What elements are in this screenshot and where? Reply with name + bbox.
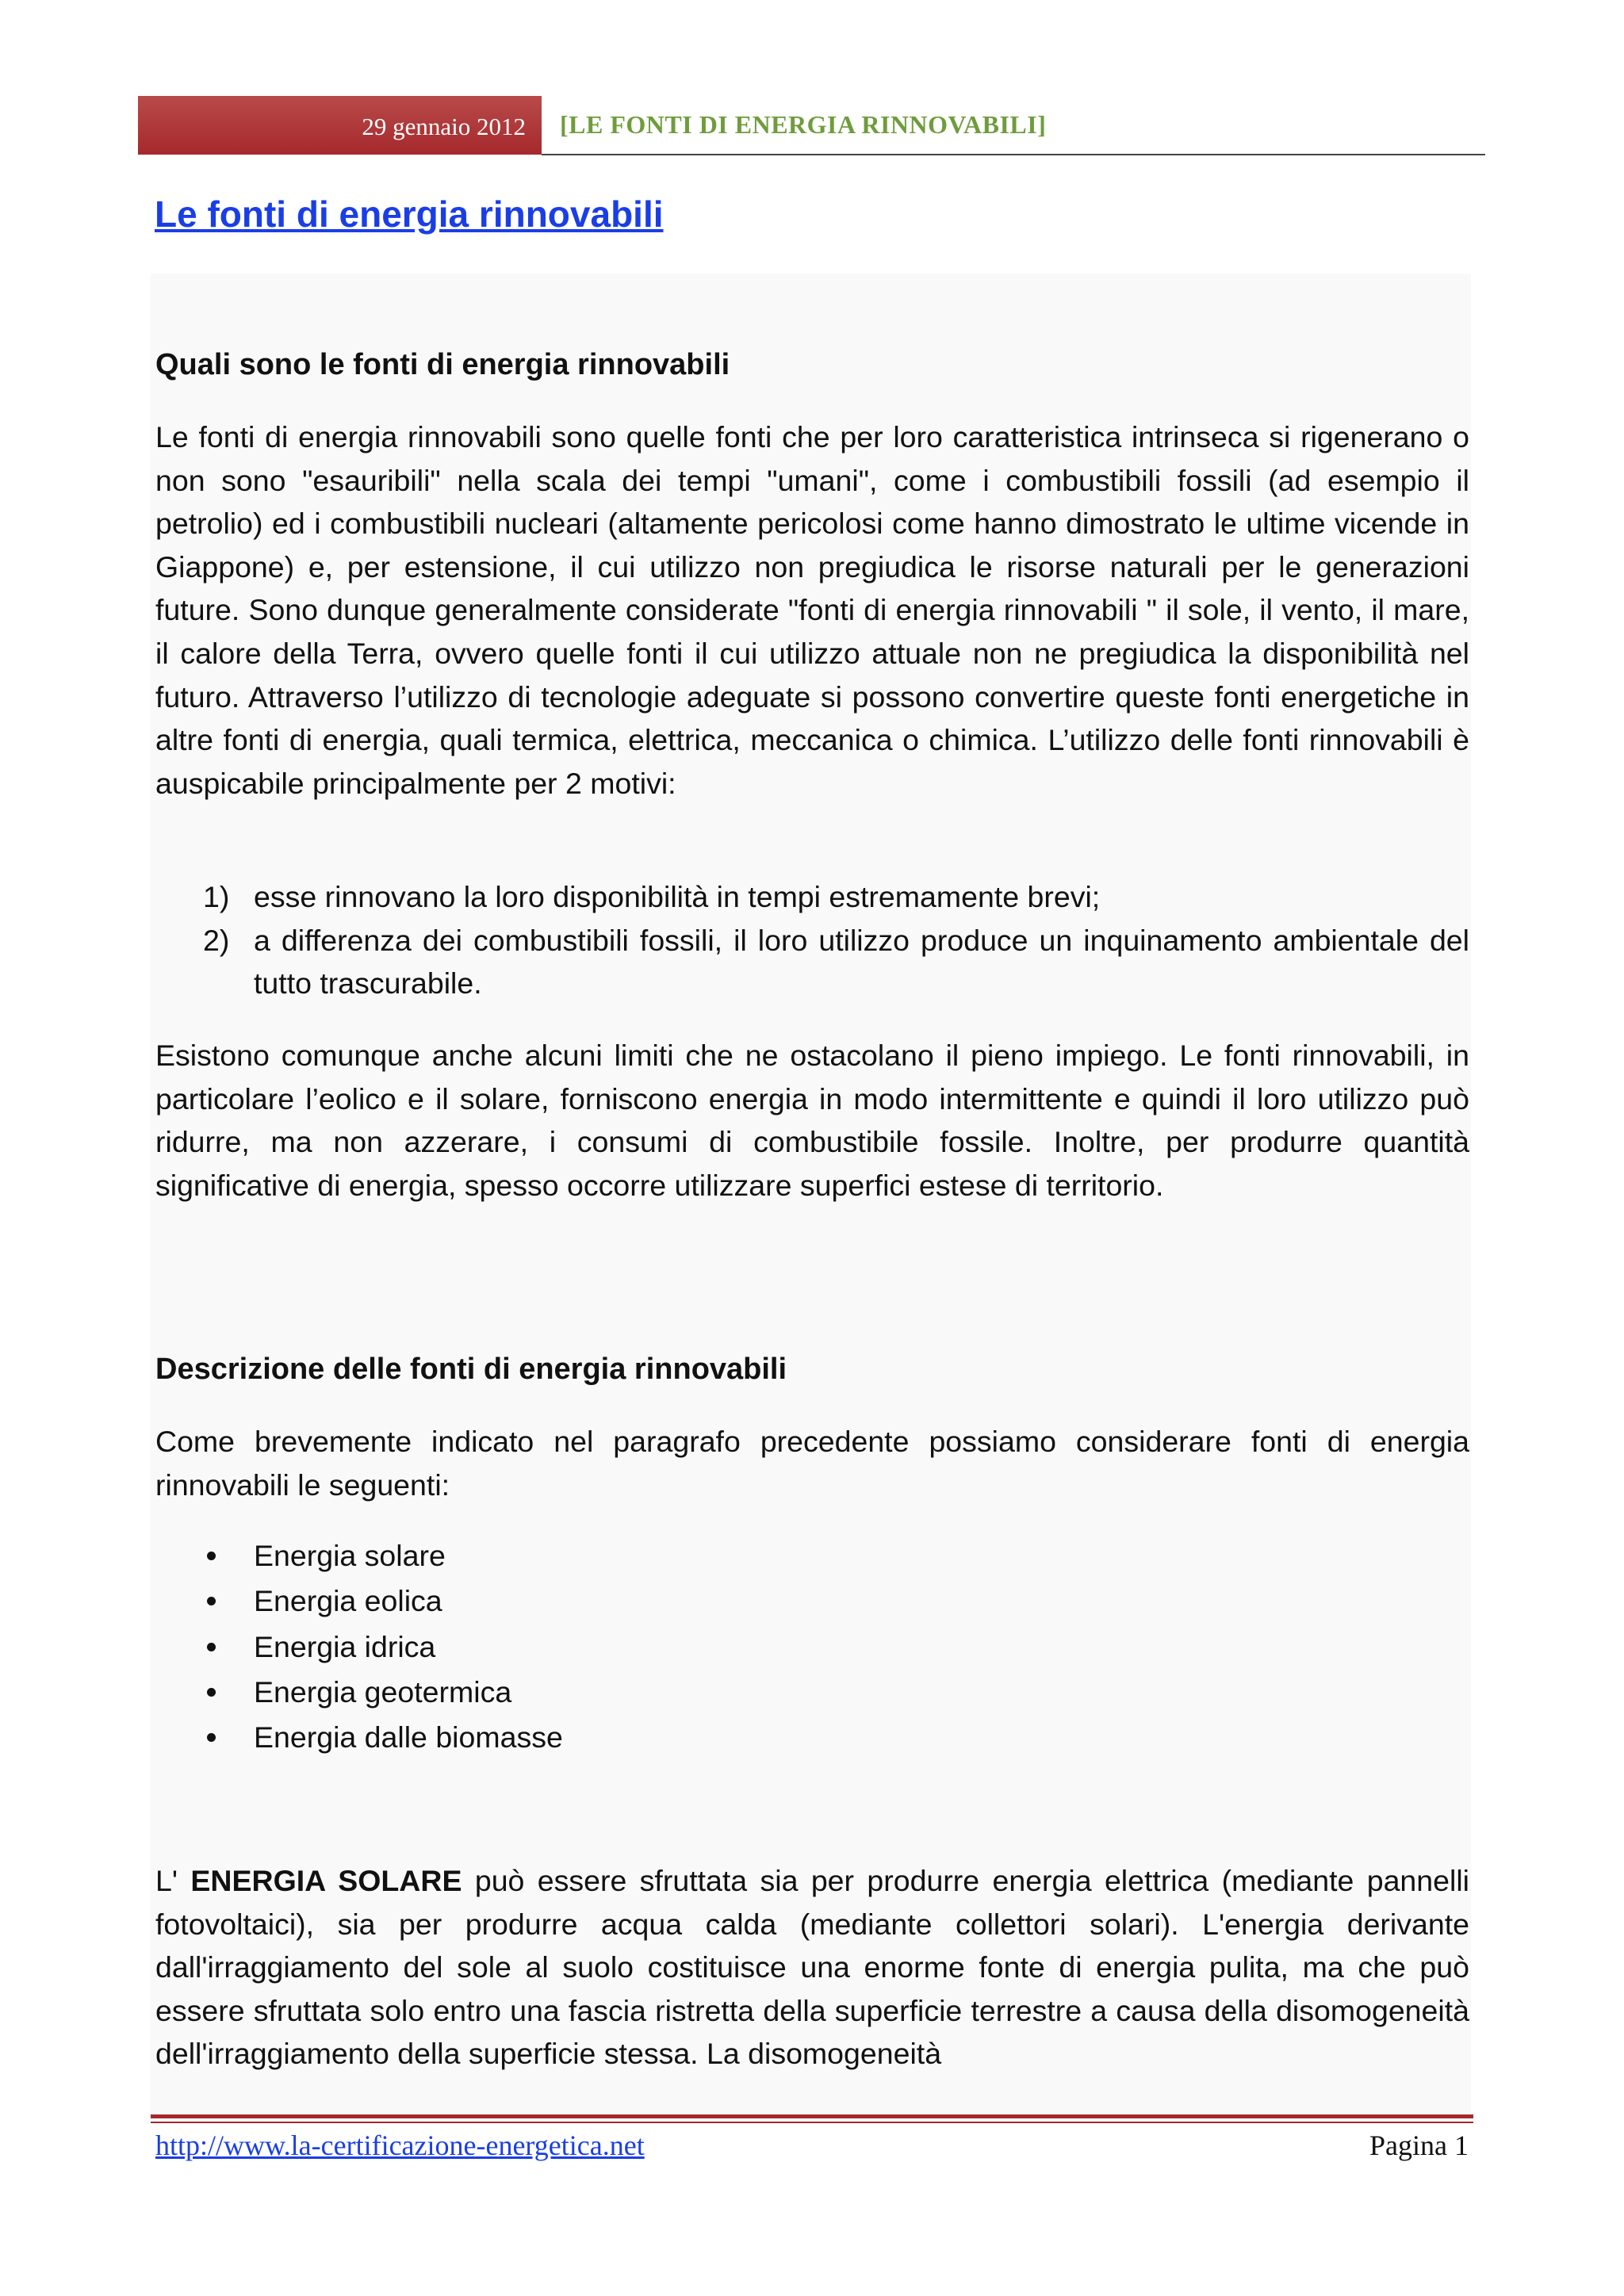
header-divider xyxy=(542,154,1485,155)
solar-energy-paragraph xyxy=(155,1859,1469,2076)
sources-intro-paragraph: Come brevemente indicato nel paragrafo precedente possiamo considerare fonti di energia rinnovabili le seguenti: xyxy=(155,1425,1469,1502)
bullet-icon xyxy=(207,1552,216,1560)
list-item-text: Energia dalle biomasse xyxy=(254,1720,563,1755)
bullet-icon xyxy=(207,1643,216,1651)
solar-text: può essere sfruttata sia per produrre energia elettrica (mediante pannelli fotovoltaici), sia per produrre acqua calda (mediante collettori solari). L'energia derivante dall'irraggiamento del sole al suolo costituisce una enorme fonte di energia pulita, ma che può essere sfruttata solo entro una fascia ristretta della superficie terrestre a causa della disomogeneità dell'irraggiamento della superficie stessa. La disomogeneità xyxy=(155,1864,1469,2071)
bullet-icon xyxy=(207,1597,216,1605)
sources-list xyxy=(155,1533,563,1760)
section-heading-descrizione: Descrizione delle fonti di energia rinnovabili xyxy=(155,1353,787,1386)
list-item xyxy=(155,875,1469,919)
page-number: Pagina 1 xyxy=(1369,2130,1469,2161)
footer-divider-thin xyxy=(151,2122,1473,2123)
list-item xyxy=(155,1624,563,1670)
solar-prefix: L' xyxy=(155,1864,191,1897)
list-item-text: Energia geotermica xyxy=(254,1674,512,1709)
list-number: 2) xyxy=(203,923,230,957)
list-number: 1) xyxy=(203,880,230,913)
list-item-text: Energia solare xyxy=(254,1539,446,1572)
document-title[interactable]: Le fonti di energia rinnovabili xyxy=(155,193,664,235)
header-title: [LE FONTI DI ENERGIA RINNOVABILI] xyxy=(560,110,1047,139)
reasons-list xyxy=(155,875,1469,1005)
list-item-text: Energia idrica xyxy=(254,1629,436,1663)
bullet-icon xyxy=(207,1733,216,1742)
footer-divider-thick xyxy=(151,2114,1473,2118)
list-item xyxy=(155,1578,563,1624)
header-date: 29 gennaio 2012 xyxy=(138,96,542,155)
list-item xyxy=(155,919,1469,1005)
list-item xyxy=(155,1715,563,1760)
list-item-text: Energia eolica xyxy=(254,1584,442,1618)
list-item-text: esse rinnovano la loro disponibilità in tempi estremamente brevi; xyxy=(254,880,1101,913)
list-item xyxy=(155,1533,563,1578)
section-heading-quali-sono: Quali sono le fonti di energia rinnovabili xyxy=(155,348,730,381)
intro-paragraph: Le fonti di energia rinnovabili sono quelle fonti che per loro caratteristica intrinseca si rigenerano o non sono "esauribili" nella scala dei tempi "umani", come i combustibili fossili (ad esempio il petrolio) ed i combustibili nucleari (altamente pericolosi come hanno dimostrato le ultime vicende in Giappone) e, per estensione, il cui utilizzo non pregiudica le risorse naturali per le generazioni future. Sono dunque generalmente considerate "fonti di energia rinnovabili " il sole, il vento, il mare, il calore della Terra, ovvero quelle fonti il cui utilizzo attuale non ne pregiudica la disponibilità nel futuro. Attraverso l’utilizzo di tecnologie adeguate si possono convertire queste fonti energetiche in altre fonti di energia, quali termica, elettrica, meccanica o chimica. L’utilizzo delle fonti rinnovabili è auspicabile principalmente per 2 motivi: xyxy=(155,420,1469,800)
limits-paragraph: Esistono comunque anche alcuni limiti che ne ostacolano il pieno impiego. Le fonti rinnovabili, in particolare l’eolico e il solare, forniscono energia in modo intermittente e quindi il loro utilizzo può ridurre, ma non azzerare, i consumi di combustibile fossile. Inoltre, per produrre quantità significative di energia, spesso occorre utilizzare superfici estese di territorio. xyxy=(155,1039,1469,1202)
list-item-text: a differenza dei combustibili fossili, il loro utilizzo produce un inquinamento ambientale del tutto trascurabile. xyxy=(254,923,1469,1001)
solar-highlight: ENERGIA SOLARE xyxy=(190,1864,462,1897)
website-link[interactable]: http://www.la-certificazione-energetica.net xyxy=(155,2130,645,2161)
list-item xyxy=(155,1670,563,1715)
bullet-icon xyxy=(207,1688,216,1697)
